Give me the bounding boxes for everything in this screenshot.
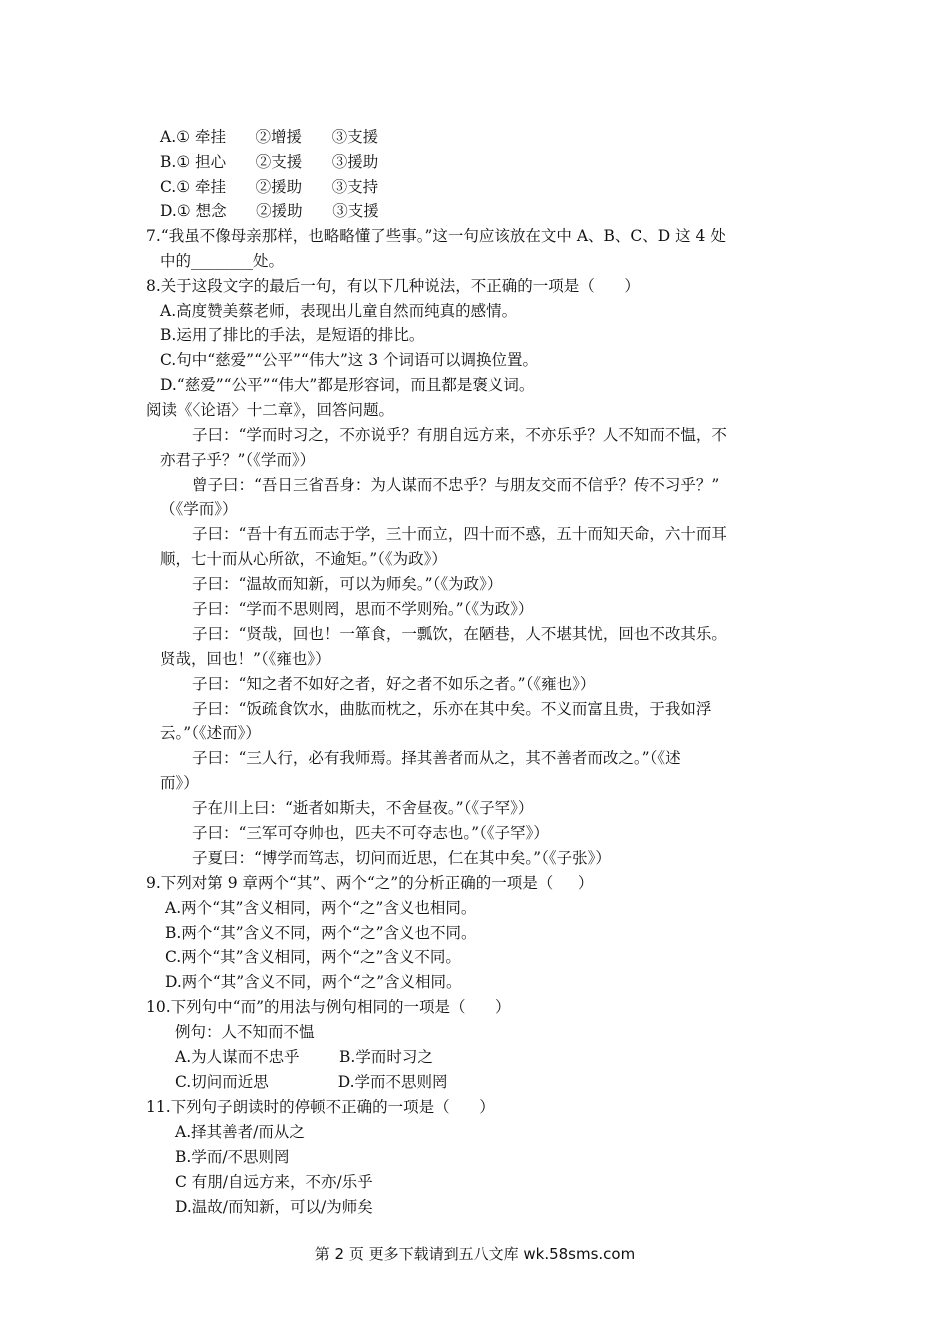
analects-10: 子在川上曰：“逝者如斯夫，不舍昼夜。”（《子罕》） (192, 799, 534, 817)
q8-option-b: B.运用了排比的手法，是短语的排比。 (160, 326, 425, 344)
q11-option-d: D.温故/而知新，可以/为师矣 (175, 1198, 373, 1216)
q8-option-a: A.高度赞美蔡老师，表现出儿童自然而纯真的感情。 (160, 302, 518, 320)
analects-6: 子曰：“贤哉，回也！一箪食，一瓢饮，在陋巷，人不堪其忧，回也不改其乐。 (192, 625, 727, 643)
analects-8: 子曰：“饭疏食饮水，曲肱而枕之，乐亦在其中矣。不义而富且贵，于我如浮 (192, 700, 712, 718)
analects-3: 子曰：“吾十有五而志于学，三十而立，四十而不惑，五十而知天命，六十而耳 (192, 525, 727, 543)
analects-9: 子曰：“三人行，必有我师焉。择其善者而从之，其不善者而改之。”（《述 (192, 749, 681, 767)
q9-option-d: D.两个“其”含义不同，两个“之”含义相同。 (165, 973, 462, 991)
analects-3-cont: 顺，七十而从心所欲，不逾矩。”（《为政》） (160, 550, 447, 568)
analects-11: 子曰：“三军可夺帅也，匹夫不可夺志也。”（《子罕》） (192, 824, 549, 842)
analects-6-cont: 贤哉，回也！”（《雍也》） (160, 650, 331, 668)
analects-8-cont: 云。”（《述而》） (160, 724, 261, 742)
q6-option-a: A.① 牵挂 ②增援 ③支援 (160, 128, 379, 146)
q11-option-b: B.学而/不思则罔 (175, 1148, 290, 1166)
analects-1-cont: 亦君子乎？”（《学而》） (160, 451, 316, 469)
analects-2-cont: （《学而》） (160, 500, 238, 518)
q6-option-b: B.① 担心 ②支援 ③援助 (160, 153, 379, 171)
q6-option-d: D.① 想念 ②援助 ③支援 (160, 202, 379, 220)
analects-4: 子曰：“温故而知新，可以为师矣。”（《为政》） (192, 575, 503, 593)
q8-option-d: D.“慈爱”“公平”“伟大”都是形容词，而且都是褒义词。 (160, 376, 535, 394)
question-9: 9.下列对第 9 章两个“其”、两个“之”的分析正确的一项是（ ） (146, 874, 594, 892)
page-footer: 第 2 页 更多下载请到五八文库 wk.58sms.com (314, 1245, 636, 1263)
q10-options-ab: A.为人谋而不忠乎 B.学而时习之 (175, 1048, 433, 1066)
question-7: 7.“我虽不像母亲那样，也略略懂了些事。”这一句应该放在文中 A、B、C、D 这 4 处 (146, 227, 726, 245)
analects-5: 子曰：“学而不思则罔，思而不学则殆。”（《为政》） (192, 600, 534, 618)
q9-option-a: A.两个“其”含义相同，两个“之”含义也相同。 (165, 899, 477, 917)
q10-options-cd: C.切问而近思 D.学而不思则罔 (175, 1073, 448, 1091)
reading-instruction: 阅读《〈论语〉十二章》，回答问题。 (146, 401, 395, 419)
q9-option-b: B.两个“其”含义不同，两个“之”含义也不同。 (165, 924, 477, 942)
q9-option-c: C.两个“其”含义相同，两个“之”含义不同。 (165, 948, 461, 966)
q11-option-c: C 有朋/自远方来，不亦/乐乎 (175, 1173, 373, 1191)
q10-example: 例句：人不知而不愠 (175, 1023, 315, 1041)
question-10: 10.下列句中“而”的用法与例句相同的一项是（ ） (146, 998, 511, 1016)
q11-option-a: A.择其善者/而从之 (175, 1123, 305, 1141)
question-8: 8.关于这段文字的最后一句，有以下几种说法，不正确的一项是（ ） (146, 277, 640, 295)
q8-option-c: C.句中“慈爱”“公平”“伟大”这 3 个词语可以调换位置。 (160, 351, 538, 369)
analects-7: 子曰：“知之者不如好之者，好之者不如乐之者。”（《雍也》） (192, 675, 596, 693)
analects-1: 子曰：“学而时习之，不亦说乎？有朋自远方来，不亦乐乎？人不知而不愠，不 (192, 426, 727, 444)
analects-2: 曾子曰：“吾日三省吾身：为人谋而不忠乎？与朋友交而不信乎？传不习乎？” (192, 476, 720, 494)
question-11: 11.下列句子朗读时的停顿不正确的一项是（ ） (146, 1098, 495, 1116)
question-7-cont: 中的________处。 (160, 252, 285, 270)
q6-option-c: C.① 牵挂 ②援助 ③支持 (160, 178, 379, 196)
analects-12: 子夏曰：“博学而笃志，切问而近思，仁在其中矣。”（《子张》） (192, 849, 611, 867)
analects-9-cont: 而》） (160, 774, 199, 792)
